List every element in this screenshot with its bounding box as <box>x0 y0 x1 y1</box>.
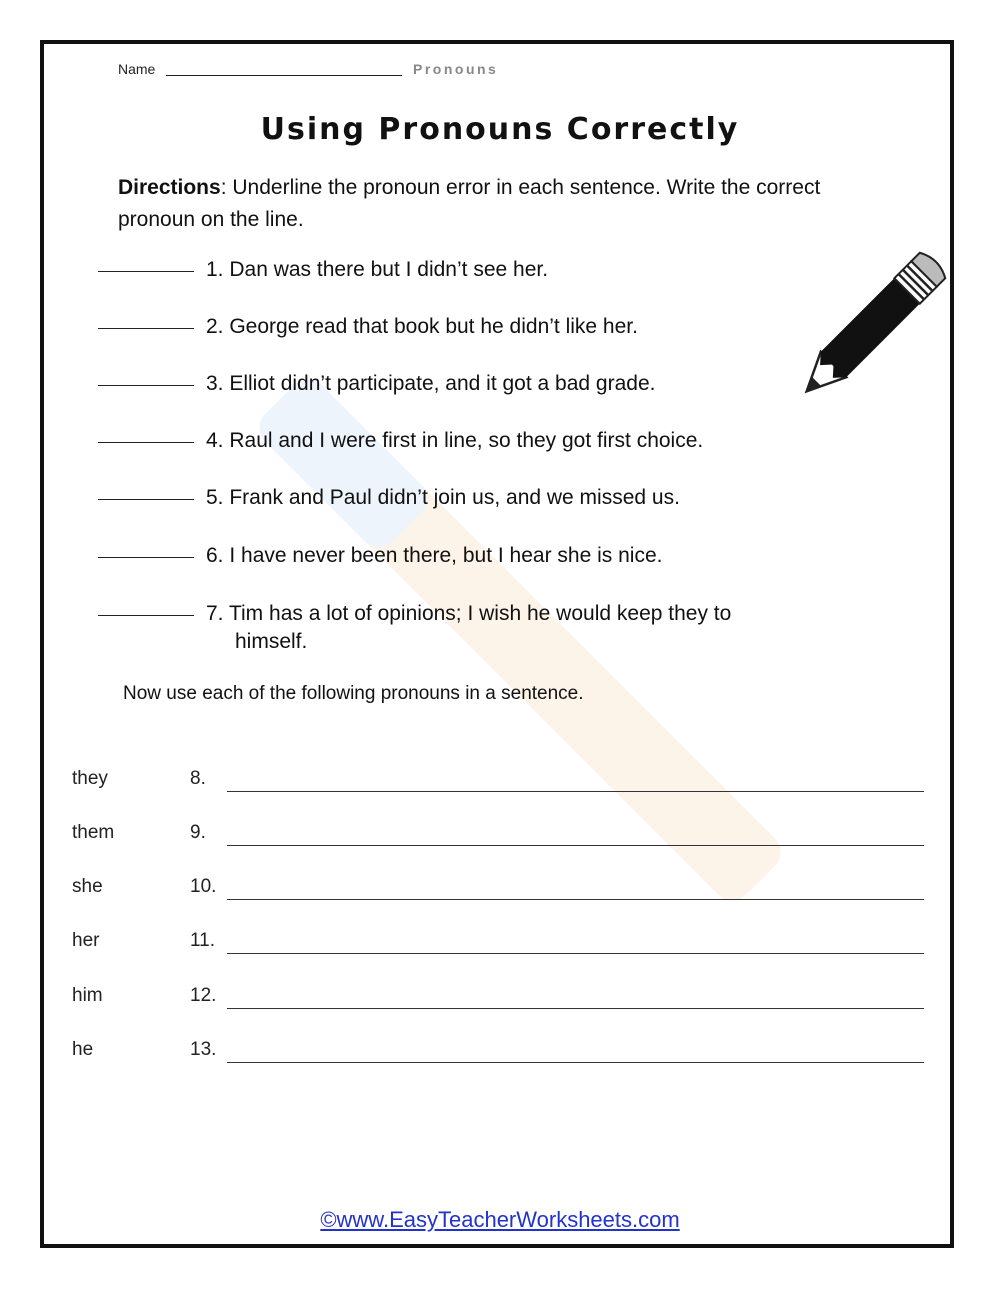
question-text-line1: 7. Tim has a lot of opinions; I wish he would keep they to <box>206 602 732 625</box>
row-number: 11. <box>190 930 216 951</box>
sentence-line[interactable] <box>227 845 924 846</box>
question-text-line2: himself. <box>235 630 308 653</box>
question-7 <box>98 600 838 660</box>
question-text: 2. George read that book but he didn’t like her. <box>206 315 638 338</box>
question-text: 1. Dan was there but I didn’t see her. <box>206 258 549 281</box>
pronoun-label: he <box>72 1039 94 1060</box>
writing-row <box>72 1039 928 1075</box>
directions-text: : Underline the pronoun error in each sentence. Write the correct pronoun on the line. <box>118 176 821 231</box>
row-number: 12. <box>190 985 217 1006</box>
answer-line[interactable] <box>98 271 194 272</box>
question-text: 6. I have never been there, but I hear she is nice. <box>206 544 663 567</box>
question-4 <box>98 427 838 467</box>
name-field-line[interactable] <box>166 75 402 76</box>
row-number: 10. <box>190 876 217 897</box>
question-text: 5. Frank and Paul didn’t join us, and we missed us. <box>206 486 680 509</box>
writing-prompt: Now use each of the following pronouns in a sentence. <box>123 683 584 704</box>
answer-line[interactable] <box>98 499 194 500</box>
answer-line[interactable] <box>98 442 194 443</box>
sentence-line[interactable] <box>227 1008 924 1009</box>
pronoun-label: them <box>72 822 115 843</box>
answer-line[interactable] <box>98 615 194 616</box>
name-label: Name <box>118 61 156 77</box>
answer-line[interactable] <box>98 328 194 329</box>
directions <box>118 172 878 236</box>
pronoun-label: she <box>72 876 103 897</box>
footer-link[interactable]: ©www.EasyTeacherWorksheets.com <box>320 1207 680 1232</box>
pronoun-label: him <box>72 985 103 1006</box>
writing-row <box>72 985 928 1021</box>
row-number: 8. <box>190 768 206 789</box>
row-number: 9. <box>190 822 206 843</box>
row-number: 13. <box>190 1039 217 1060</box>
question-3 <box>98 370 838 410</box>
subject-label: Pronouns <box>413 61 499 77</box>
question-6 <box>98 542 838 582</box>
writing-row <box>72 876 928 912</box>
question-5 <box>98 484 838 524</box>
sentence-line[interactable] <box>227 953 924 954</box>
sentence-line[interactable] <box>227 899 924 900</box>
worksheet-title: Using Pronouns Correctly <box>260 112 740 147</box>
answer-line[interactable] <box>98 385 194 386</box>
sentence-line[interactable] <box>227 791 924 792</box>
question-text: 3. Elliot didn’t participate, and it got a bad grade. <box>206 372 656 395</box>
sentence-line[interactable] <box>227 1062 924 1063</box>
writing-row <box>72 768 928 804</box>
pronoun-label: her <box>72 930 100 951</box>
question-text <box>206 600 846 656</box>
question-2 <box>98 313 838 353</box>
directions-label: Directions <box>118 176 221 199</box>
question-1 <box>98 256 838 296</box>
writing-row <box>72 930 928 966</box>
writing-row <box>72 822 928 858</box>
answer-line[interactable] <box>98 557 194 558</box>
pronoun-label: they <box>72 768 108 789</box>
question-text: 4. Raul and I were first in line, so they got first choice. <box>206 429 704 452</box>
